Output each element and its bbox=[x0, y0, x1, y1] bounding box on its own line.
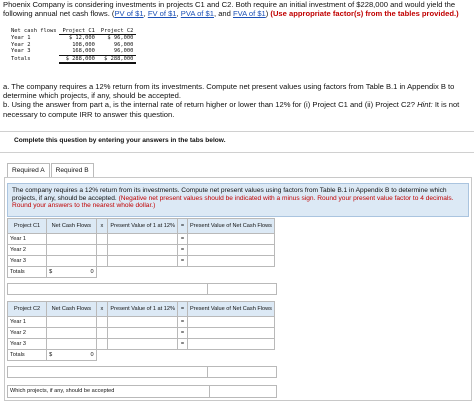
grid-c2-header-times: x bbox=[96, 302, 108, 317]
year-label: Year 1 bbox=[8, 317, 47, 328]
grid-project-c2 bbox=[7, 301, 275, 361]
c1-y3-pv-factor-input[interactable] bbox=[108, 256, 178, 267]
total-value: 0 bbox=[90, 269, 94, 275]
currency-sign: $ bbox=[49, 269, 53, 275]
grid-c1-header-times: x bbox=[96, 219, 108, 234]
table-row bbox=[8, 350, 275, 361]
tab-required-b[interactable]: Required B bbox=[51, 163, 94, 178]
c1-value: $ 12,000 bbox=[68, 35, 95, 42]
part-b bbox=[3, 100, 471, 118]
times-cell bbox=[96, 328, 108, 339]
pva-of-1-link[interactable]: PVA of $1 bbox=[180, 9, 214, 19]
grid-c2-header-flows: Net Cash Flows bbox=[47, 302, 96, 317]
row-label: Year 3 bbox=[11, 48, 31, 55]
c1-y3-cash-flow-input[interactable] bbox=[47, 256, 96, 267]
table-row bbox=[8, 234, 275, 245]
instruction-text: Complete this question by entering your answers in the tabs below. bbox=[14, 137, 226, 144]
hint-text: It is not necessary to compute IRR to answer this question. bbox=[3, 100, 460, 119]
c2-total-cash-flow bbox=[47, 350, 96, 361]
flows-header-c2: Project C2 bbox=[98, 28, 136, 35]
table-row bbox=[8, 317, 275, 328]
grid-c2-header-equals: = bbox=[178, 302, 188, 317]
grid-c1-header-equals: = bbox=[178, 219, 188, 234]
tab-required-a[interactable]: Required A bbox=[7, 163, 50, 178]
hint-label: Hint: bbox=[417, 100, 433, 110]
c2-y1-pv-factor-input[interactable] bbox=[108, 317, 178, 328]
table-row bbox=[8, 339, 275, 350]
times-cell bbox=[96, 245, 108, 256]
fv-of-1-link[interactable]: FV of $1 bbox=[147, 9, 177, 19]
table-row bbox=[8, 35, 136, 42]
c2-y2-cash-flow-input[interactable] bbox=[47, 328, 96, 339]
year-label: Year 2 bbox=[8, 328, 47, 339]
times-cell bbox=[96, 234, 108, 245]
grid-c1-header-pv-factor: Present Value of 1 at 12% bbox=[108, 219, 178, 234]
intro-text: Phoenix Company is considering investments in projects C1 and C2. Both require an initial investment of $228,000 and would yield the following annual net cash flows. bbox=[3, 0, 456, 19]
factor-warning: (Use appropriate factor(s) from the tables provided.) bbox=[270, 9, 459, 19]
equals-sign: = bbox=[178, 339, 188, 350]
equals-sign: = bbox=[178, 328, 188, 339]
times-cell bbox=[96, 317, 108, 328]
c2-npv-value-input[interactable] bbox=[207, 366, 277, 378]
c2-value: 96,000 bbox=[113, 41, 134, 48]
totals-label: Totals bbox=[8, 350, 47, 361]
equals-sign: = bbox=[178, 245, 188, 256]
year-label: Year 3 bbox=[8, 339, 47, 350]
c2-y1-pv-input[interactable] bbox=[187, 317, 274, 328]
grid-c2-header-pv-factor: Present Value of 1 at 12% bbox=[108, 302, 178, 317]
c2-y1-cash-flow-input[interactable] bbox=[47, 317, 96, 328]
grid-c1-header-project: Project C1 bbox=[8, 219, 47, 234]
c2-y2-pv-input[interactable] bbox=[187, 328, 274, 339]
c2-npv-label-input[interactable] bbox=[7, 366, 208, 378]
c2-y3-pv-input[interactable] bbox=[187, 339, 274, 350]
totals-label: Totals bbox=[8, 267, 47, 278]
part-a-text: a. The company requires a 12% return from its investments. Compute net present values using factors from Table B.1 in Appendix B to determine which projects, if any, should be accepted. bbox=[3, 82, 455, 101]
flows-header-c1: Project C1 bbox=[59, 28, 97, 35]
instruction-bar bbox=[0, 131, 474, 153]
table-row bbox=[8, 55, 136, 63]
tab-bar bbox=[7, 163, 95, 177]
c1-y3-pv-input[interactable] bbox=[187, 256, 274, 267]
accepted-projects-label: Which projects, if any, should be accepted bbox=[7, 385, 210, 398]
table-row bbox=[8, 245, 275, 256]
c2-y3-pv-factor-input[interactable] bbox=[108, 339, 178, 350]
year-label: Year 2 bbox=[8, 245, 47, 256]
currency-sign: $ bbox=[49, 352, 53, 358]
times-cell bbox=[96, 256, 108, 267]
accepted-projects-input[interactable] bbox=[209, 385, 277, 398]
grid-c2-header-project: Project C2 bbox=[8, 302, 47, 317]
table-row bbox=[8, 256, 275, 267]
equals-sign: = bbox=[178, 317, 188, 328]
c1-y2-pv-input[interactable] bbox=[187, 245, 274, 256]
c2-value: $ 96,000 bbox=[107, 35, 134, 42]
table-row bbox=[8, 48, 136, 55]
c1-npv-label-input[interactable] bbox=[7, 283, 208, 295]
grid-c2-header-pv-net: Present Value of Net Cash Flows bbox=[187, 302, 274, 317]
equals-sign: = bbox=[178, 256, 188, 267]
row-label: Year 1 bbox=[11, 35, 31, 42]
c1-value: 108,000 bbox=[72, 41, 95, 48]
question-parts bbox=[3, 82, 471, 119]
grid-project-c1 bbox=[7, 218, 275, 278]
c1-y2-cash-flow-input[interactable] bbox=[47, 245, 96, 256]
equals-sign: = bbox=[178, 234, 188, 245]
c1-value: 168,000 bbox=[59, 48, 97, 55]
table-row bbox=[8, 328, 275, 339]
year-label: Year 3 bbox=[8, 256, 47, 267]
grid-c1-header-pv-net: Present Value of Net Cash Flows bbox=[187, 219, 274, 234]
c1-y2-pv-factor-input[interactable] bbox=[108, 245, 178, 256]
c1-y1-pv-factor-input[interactable] bbox=[108, 234, 178, 245]
c1-y1-cash-flow-input[interactable] bbox=[47, 234, 96, 245]
requirement-text: The company requires a 12% return from its investments. Compute net present values using factors from Table B.1 in Appendix B to determine which projects, if any, should be accepted. bbox=[12, 187, 447, 202]
year-label: Year 1 bbox=[8, 234, 47, 245]
cash-flows-table bbox=[8, 28, 136, 64]
total-value: 0 bbox=[90, 352, 94, 358]
part-b-text: b. Using the answer from part a, is the internal rate of return higher or lower than 12% for (i) Project C1 and (ii) Project C2? bbox=[3, 100, 415, 110]
table-row bbox=[8, 267, 275, 278]
requirement-note: (Negative net present values should be indicated with a minus sign. Round your present value factor to 4 decimals. Round your answers to the nearest whole dollar.) bbox=[12, 194, 454, 210]
problem-intro: Phoenix Company is considering investments in projects C1 and C2. Both require an initial investment of $228,000 and would yield the following annual net cash flows. (PV of $1, FV of $1, PVA of $1, and FVA of $1) (Use appropriate factor(s) from the tables provided.) bbox=[3, 0, 459, 19]
c1-total: $ 288,000 bbox=[59, 55, 97, 63]
flows-header-label: Net cash flows bbox=[11, 28, 57, 35]
c2-value: 96,000 bbox=[98, 48, 136, 55]
row-label: Year 2 bbox=[11, 41, 31, 48]
c2-y3-cash-flow-input[interactable] bbox=[47, 339, 96, 350]
pv-of-1-link[interactable]: PV of $1 bbox=[114, 9, 144, 19]
c2-total: $ 288,000 bbox=[98, 55, 136, 63]
totals-label: Totals bbox=[11, 55, 31, 62]
c1-total-cash-flow bbox=[47, 267, 96, 278]
grid-c1-header-flows: Net Cash Flows bbox=[47, 219, 96, 234]
c1-npv-value-input[interactable] bbox=[207, 283, 277, 295]
c1-y1-pv-input[interactable] bbox=[187, 234, 274, 245]
c2-y2-pv-factor-input[interactable] bbox=[108, 328, 178, 339]
times-cell bbox=[96, 339, 108, 350]
fva-of-1-link[interactable]: FVA of $1 bbox=[232, 9, 266, 19]
requirement-box bbox=[7, 183, 469, 217]
